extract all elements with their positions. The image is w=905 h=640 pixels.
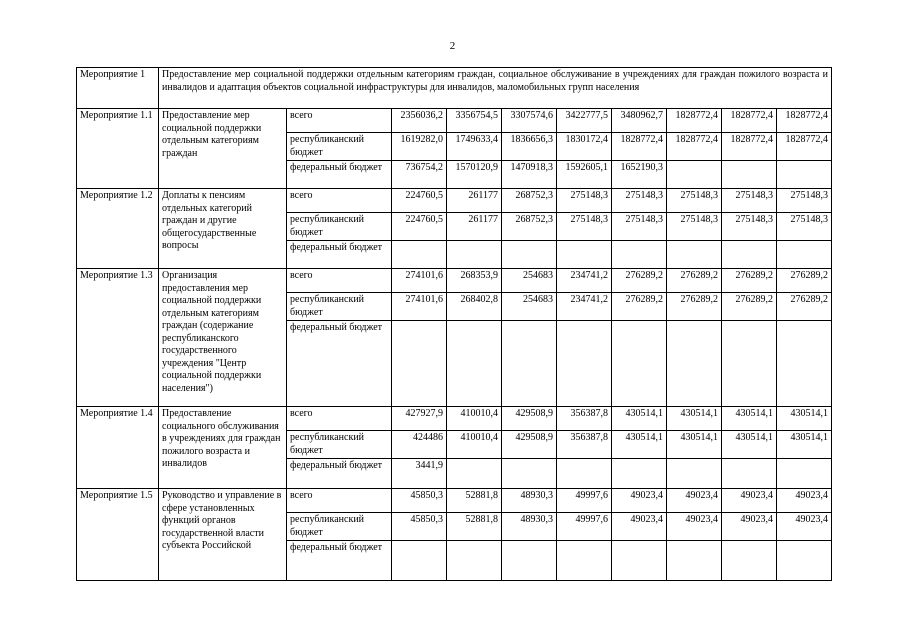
amount-cell: 275148,3 [557, 213, 612, 241]
amount-cell [612, 541, 667, 581]
amount-cell [447, 321, 502, 407]
funding-source-federal: федеральный бюджет [287, 241, 392, 269]
amount-cell: 254683 [502, 269, 557, 293]
funding-source-federal: федеральный бюджет [287, 541, 392, 581]
amount-cell: 1749633,4 [447, 133, 502, 161]
amount-cell: 1836656,3 [502, 133, 557, 161]
amount-cell [447, 541, 502, 581]
amount-cell: 275148,3 [722, 213, 777, 241]
amount-cell [557, 541, 612, 581]
amount-cell: 410010,4 [447, 431, 502, 459]
amount-cell: 410010,4 [447, 407, 502, 431]
amount-cell [502, 241, 557, 269]
amount-cell: 234741,2 [557, 293, 612, 321]
amount-cell: 234741,2 [557, 269, 612, 293]
amount-cell: 356387,8 [557, 407, 612, 431]
amount-cell [722, 241, 777, 269]
amount-cell: 268402,8 [447, 293, 502, 321]
amount-cell [392, 321, 447, 407]
amount-cell: 3356754,5 [447, 109, 502, 133]
amount-cell: 1828772,4 [667, 109, 722, 133]
funding-source-total: всего [287, 489, 392, 513]
amount-cell: 1828772,4 [667, 133, 722, 161]
funding-source-total: всего [287, 109, 392, 133]
amount-cell: 45850,3 [392, 513, 447, 541]
amount-cell: 430514,1 [667, 431, 722, 459]
funding-source-total: всего [287, 189, 392, 213]
measure-row-total [77, 109, 832, 133]
amount-cell [557, 241, 612, 269]
amount-cell: 276289,2 [667, 293, 722, 321]
funding-source-republic: республиканский бюджет [287, 431, 392, 459]
amount-cell [667, 459, 722, 489]
amount-cell: 1570120,9 [447, 161, 502, 189]
amount-cell [612, 241, 667, 269]
amount-cell: 276289,2 [777, 269, 832, 293]
amount-cell: 268353,9 [447, 269, 502, 293]
amount-cell: 275148,3 [667, 213, 722, 241]
amount-cell [722, 161, 777, 189]
funding-source-total: всего [287, 407, 392, 431]
amount-cell: 276289,2 [722, 293, 777, 321]
amount-cell: 430514,1 [667, 407, 722, 431]
funding-source-federal: федеральный бюджет [287, 321, 392, 407]
amount-cell: 49023,4 [722, 513, 777, 541]
amount-cell: 275148,3 [777, 213, 832, 241]
amount-cell: 48930,3 [502, 513, 557, 541]
amount-cell: 276289,2 [777, 293, 832, 321]
measure-title: Предоставление социального обслуживания в учреждениях для граждан пожилого возраста и инвалидов [159, 407, 287, 489]
amount-cell: 48930,3 [502, 489, 557, 513]
amount-cell: 429508,9 [502, 431, 557, 459]
amount-cell: 49023,4 [777, 513, 832, 541]
amount-cell: 356387,8 [557, 431, 612, 459]
measure-code: Мероприятие 1.5 [77, 489, 159, 581]
amount-cell [722, 321, 777, 407]
amount-cell: 1828772,4 [777, 133, 832, 161]
amount-cell: 1470918,3 [502, 161, 557, 189]
amount-cell: 736754,2 [392, 161, 447, 189]
amount-cell: 276289,2 [722, 269, 777, 293]
amount-cell [557, 459, 612, 489]
amount-cell [502, 459, 557, 489]
amount-cell: 429508,9 [502, 407, 557, 431]
amount-cell: 275148,3 [667, 189, 722, 213]
amount-cell [392, 241, 447, 269]
amount-cell: 49023,4 [612, 513, 667, 541]
amount-cell: 49023,4 [612, 489, 667, 513]
amount-cell [777, 459, 832, 489]
amount-cell [612, 459, 667, 489]
measure-code: Мероприятие 1.4 [77, 407, 159, 489]
amount-cell: 275148,3 [612, 213, 667, 241]
measure-title: Организация предоставления мер социальной поддержки отдельным категориям граждан (содержание республиканского государственного учреждения "Центр социальной поддержки населения") [159, 269, 287, 407]
page-number: 2 [449, 40, 456, 52]
amount-cell: 1652190,3 [612, 161, 667, 189]
measure-code: Мероприятие 1.2 [77, 189, 159, 269]
amount-cell [777, 541, 832, 581]
amount-cell [502, 321, 557, 407]
amount-cell: 1592605,1 [557, 161, 612, 189]
amount-cell: 52881,8 [447, 513, 502, 541]
amount-cell: 274101,6 [392, 269, 447, 293]
amount-cell [777, 241, 832, 269]
measure-code: Мероприятие 1.3 [77, 269, 159, 407]
funding-source-federal: федеральный бюджет [287, 161, 392, 189]
amount-cell: 224760,5 [392, 213, 447, 241]
amount-cell: 1828772,4 [777, 109, 832, 133]
amount-cell: 49023,4 [667, 513, 722, 541]
measures-table [76, 67, 832, 581]
amount-cell: 49023,4 [667, 489, 722, 513]
measure-row-total [77, 489, 832, 513]
amount-cell: 261177 [447, 213, 502, 241]
amount-cell: 3441,9 [392, 459, 447, 489]
amount-cell: 268752,3 [502, 213, 557, 241]
funding-source-republic: республиканский бюджет [287, 213, 392, 241]
measure-title: Доплаты к пенсиям отдельных категорий граждан и другие общегосударственные вопросы [159, 189, 287, 269]
amount-cell: 274101,6 [392, 293, 447, 321]
measure-row-total [77, 189, 832, 213]
amount-cell: 1619282,0 [392, 133, 447, 161]
amount-cell: 49997,6 [557, 513, 612, 541]
amount-cell [612, 321, 667, 407]
funding-source-total: всего [287, 269, 392, 293]
amount-cell: 49023,4 [722, 489, 777, 513]
funding-source-republic: республиканский бюджет [287, 293, 392, 321]
measure-code: Мероприятие 1 [77, 68, 159, 109]
amount-cell: 276289,2 [667, 269, 722, 293]
amount-cell: 275148,3 [557, 189, 612, 213]
amount-cell: 275148,3 [612, 189, 667, 213]
amount-cell: 275148,3 [777, 189, 832, 213]
amount-cell: 275148,3 [722, 189, 777, 213]
amount-cell [777, 321, 832, 407]
amount-cell [447, 241, 502, 269]
funding-source-republic: республиканский бюджет [287, 513, 392, 541]
amount-cell: 268752,3 [502, 189, 557, 213]
amount-cell: 1828772,4 [612, 133, 667, 161]
amount-cell: 430514,1 [777, 407, 832, 431]
amount-cell: 45850,3 [392, 489, 447, 513]
header-row [77, 68, 832, 109]
amount-cell: 1828772,4 [722, 109, 777, 133]
amount-cell: 2356036,2 [392, 109, 447, 133]
measure-row-total [77, 407, 832, 431]
amount-cell [722, 459, 777, 489]
amount-cell: 430514,1 [612, 431, 667, 459]
amount-cell [557, 321, 612, 407]
amount-cell [392, 541, 447, 581]
amount-cell: 430514,1 [612, 407, 667, 431]
measure-title: Предоставление мер социальной поддержки отдельным категориям граждан, социальное обслуживание в учреждениях для граждан пожилого возраста и инвалидов и адаптация объектов социальной инфраструктуры для инвалидов, маломобильных групп населения [159, 68, 832, 109]
amount-cell [667, 161, 722, 189]
amount-cell: 1830172,4 [557, 133, 612, 161]
amount-cell: 430514,1 [722, 407, 777, 431]
amount-cell: 1828772,4 [722, 133, 777, 161]
amount-cell [667, 541, 722, 581]
amount-cell: 3422777,5 [557, 109, 612, 133]
amount-cell: 261177 [447, 189, 502, 213]
amount-cell: 3307574,6 [502, 109, 557, 133]
funding-source-republic: республиканский бюджет [287, 133, 392, 161]
amount-cell: 424486 [392, 431, 447, 459]
amount-cell: 49023,4 [777, 489, 832, 513]
amount-cell [667, 241, 722, 269]
amount-cell: 430514,1 [722, 431, 777, 459]
amount-cell [667, 321, 722, 407]
amount-cell: 427927,9 [392, 407, 447, 431]
measure-title: Руководство и управление в сфере установленных функций органов государственной власти субъекта Российской [159, 489, 287, 581]
amount-cell: 3480962,7 [612, 109, 667, 133]
amount-cell: 430514,1 [777, 431, 832, 459]
amount-cell [502, 541, 557, 581]
amount-cell: 52881,8 [447, 489, 502, 513]
measure-code: Мероприятие 1.1 [77, 109, 159, 189]
amount-cell: 276289,2 [612, 269, 667, 293]
amount-cell [777, 161, 832, 189]
amount-cell: 276289,2 [612, 293, 667, 321]
amount-cell: 254683 [502, 293, 557, 321]
amount-cell [722, 541, 777, 581]
measure-title: Предоставление мер социальной поддержки отдельным категориям граждан [159, 109, 287, 189]
amount-cell [447, 459, 502, 489]
measure-row-total [77, 269, 832, 293]
amount-cell: 224760,5 [392, 189, 447, 213]
amount-cell: 49997,6 [557, 489, 612, 513]
funding-source-federal: федеральный бюджет [287, 459, 392, 489]
